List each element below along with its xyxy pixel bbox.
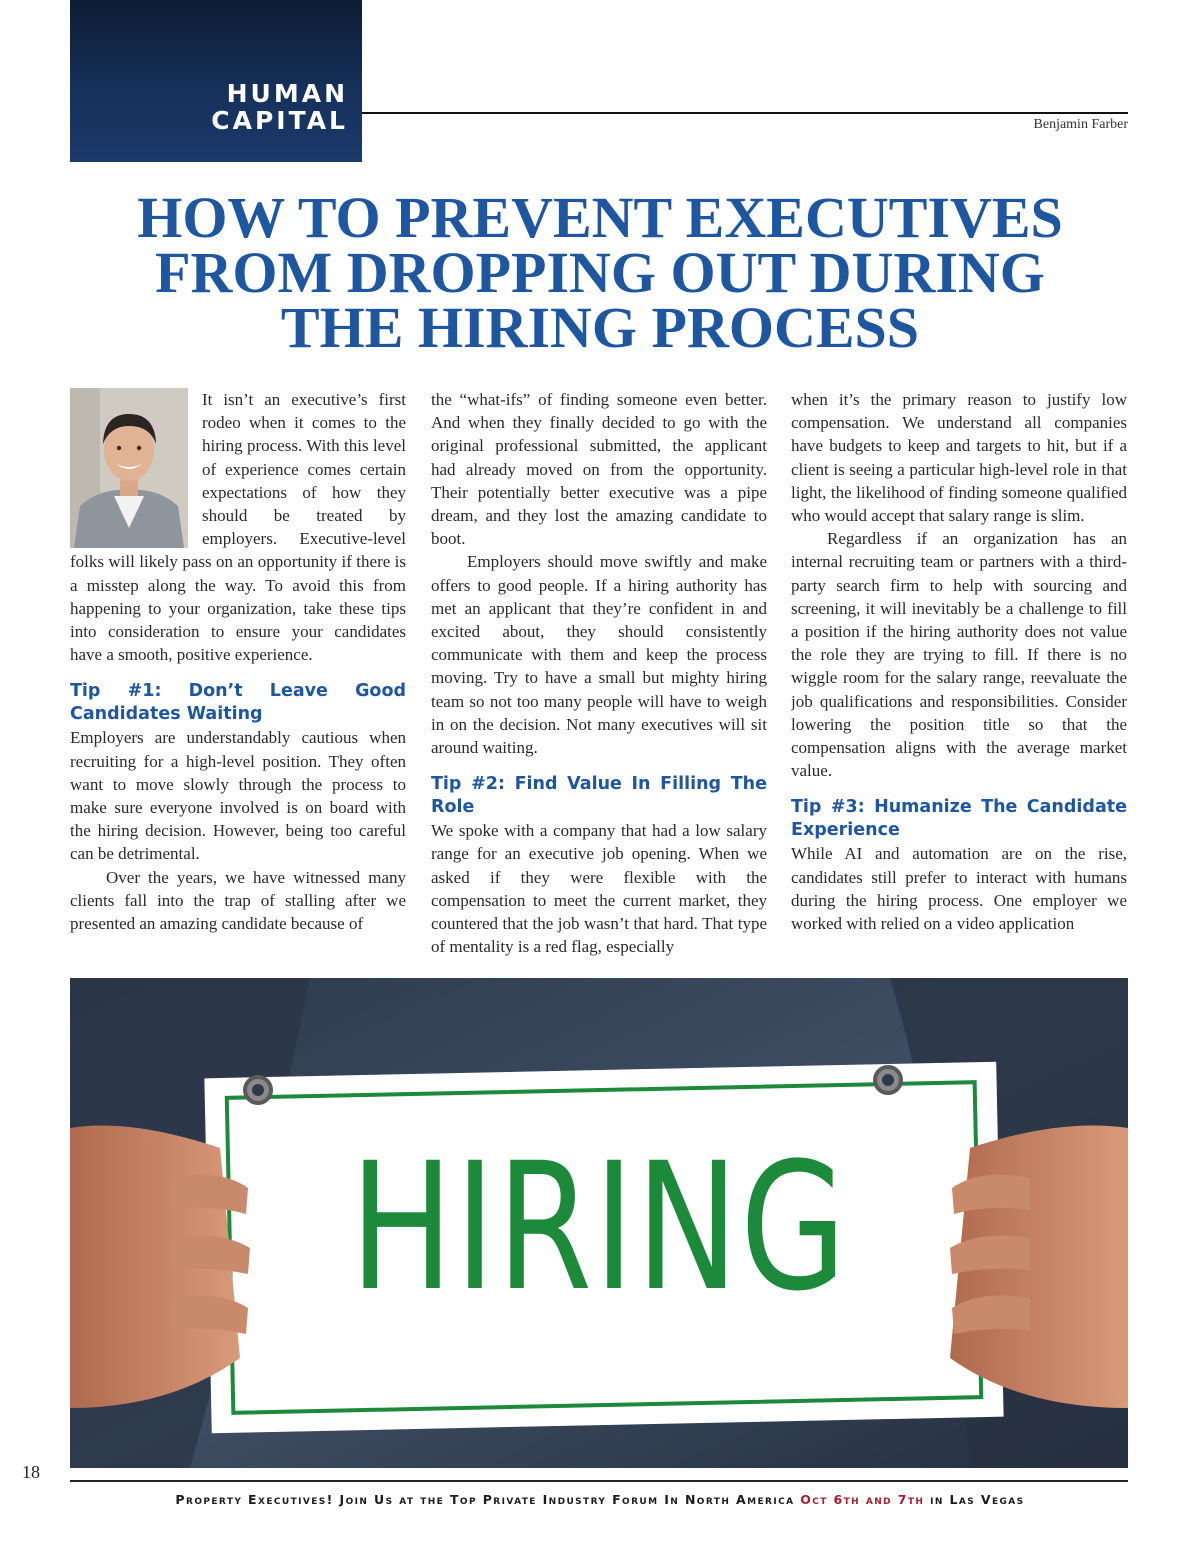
headline-line1: HOW TO PREVENT EXECUTIVES [137, 185, 1063, 250]
column-3 [791, 388, 1127, 966]
author-headshot [70, 388, 188, 548]
tip2-paragraph-1: We spoke with a company that had a low salary range for an executive job opening. When we asked if they were flexible with the compensation to meet the current market, they countered that the job wasn’t that hard. That type of mentality is a red flag, especially [431, 821, 767, 957]
tip3-paragraph-1: While AI and automation are on the rise, candidates still prefer to interact with humans during the hiring process. One employer we worked with relied on a video application [791, 844, 1127, 934]
section-label-line2: CAPITAL [211, 106, 348, 135]
header-rule [362, 112, 1128, 114]
article-headline [60, 185, 1140, 360]
footer-promo-text: Property Executives! Join Us at the Top Private Industry Forum In North America [175, 1492, 801, 1507]
column-1 [70, 388, 406, 966]
hiring-sign-text: HIRING [349, 1125, 849, 1330]
col3-paragraph-1: when it’s the primary reason to justify low compensation. We understand all companies have budgets to keep and targets to hit, but if a client is seeing a particular high-level role in that light, the likelihood of finding someone qualified who would accept that salary range is slim. [791, 390, 1127, 526]
footer-promo-location: in Las Vegas [924, 1492, 1025, 1507]
footer-promo [100, 1492, 1100, 1507]
col2-paragraph-1: the “what-ifs” of finding someone even better. And when they finally decided to go with the original professional submitted, the applicant had already moved on from the opportunity. Their potentially better executive was a pipe dream, and they lost the amazing candidate to boot. [431, 390, 767, 549]
col2-paragraph-2: Employers should move swiftly and make offers to good people. If a hiring authority has met an applicant that they’re confident in and excited about, they should consistently communicate with them and keep the process moving. Try to have a small but mighty hiring team so not too many people will have to weigh in on the decision. Not many executives will sit around waiting. [431, 552, 767, 758]
page-number: 18 [22, 1462, 40, 1482]
tip1-paragraph-1: Employers are understandably cautious when recruiting for a high-level position. They often want to move slowly through the process to make sure everyone involved is on board with the hiring decision. However, being too careful can be detrimental. [70, 728, 406, 864]
footer-promo-dates: Oct 6th and 7th [800, 1492, 925, 1507]
article-body [70, 388, 1128, 966]
footer-rule [70, 1480, 1128, 1482]
author-byline: Benjamin Farber [1033, 117, 1128, 132]
column-2 [431, 388, 767, 966]
headline-line3: THE HIRING PROCESS [280, 295, 920, 360]
section-label-line1: HUMAN [226, 79, 348, 108]
tip1-heading: Tip #1: Don’t Leave Good Candidates Waiting [70, 681, 406, 725]
intro-paragraph: It isn’t an executive’s first rodeo when it comes to the hiring process. With this level of experience comes certain expectations of how they should be treated by employers. Executive-level folks will likely pass on an opportunity if there is a misstep along the way. To avoid this from happening to your organization, take these tips into consideration to ensure your candidates have a smooth, positive experience. [70, 390, 406, 665]
col3-paragraph-2: Regardless if an organization has an internal recruiting team or partners with a third-party search firm to help with sourcing and screening, it will inevitably be a challenge to fill a position if the hiring authority does not value the role they are trying to fill. If there is no wiggle room for the salary range, reevaluate the job qualifications and responsibilities. Consider lowering the position title so that the compensation aligns with the average market value. [791, 529, 1127, 781]
tip1-paragraph-2: Over the years, we have witnessed many clients fall into the trap of stalling after we presented an amazing candidate because of [70, 867, 406, 934]
hiring-sign-photo [70, 978, 1128, 1468]
section-label [211, 80, 348, 134]
section-tag [70, 0, 362, 162]
tip3-heading: Tip #3: Humanize The Candidate Experience [791, 797, 1127, 841]
headline-line2: FROM DROPPING OUT DURING [155, 240, 1045, 305]
tip2-heading: Tip #2: Find Value In Filling The Role [431, 774, 767, 818]
